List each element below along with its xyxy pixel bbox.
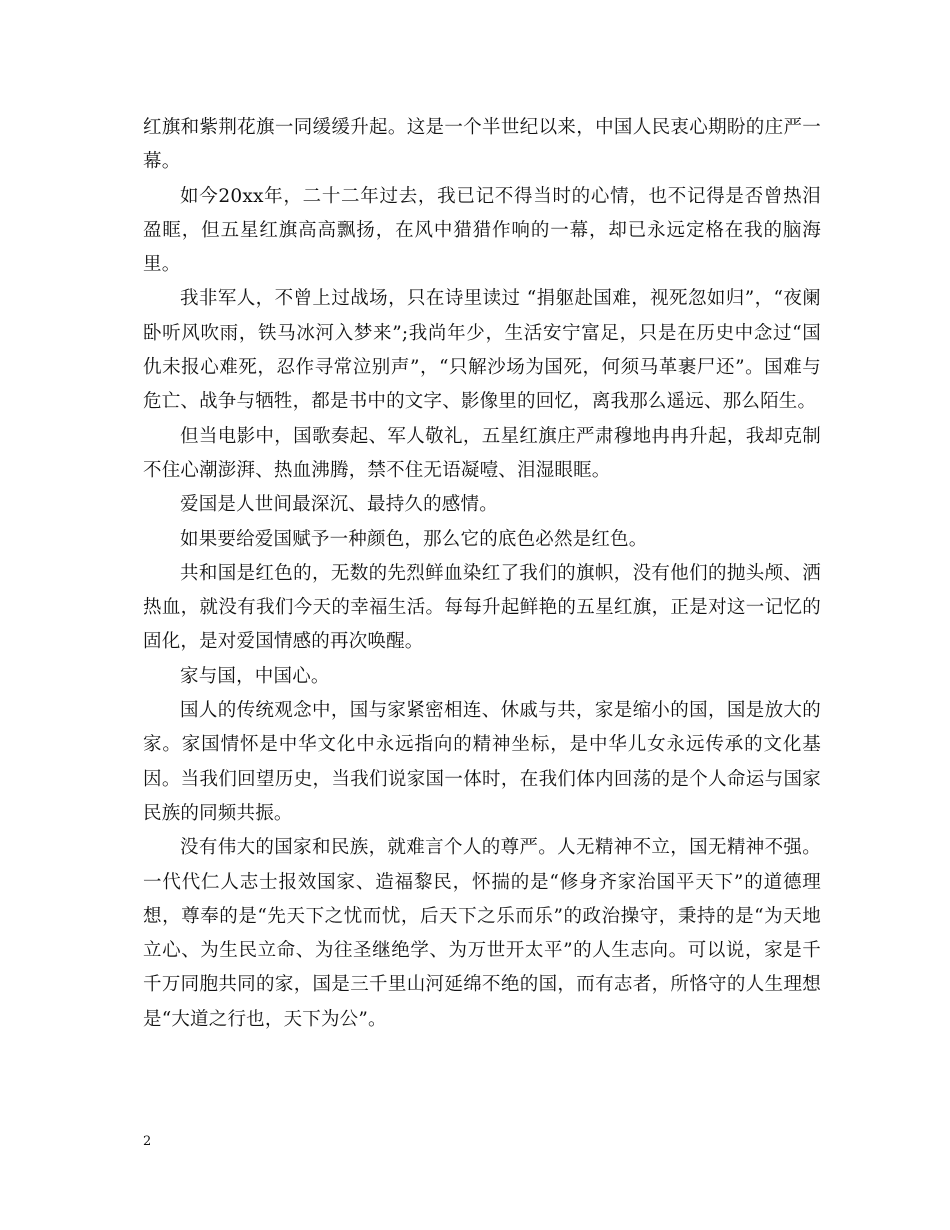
- page-number: 2: [143, 1134, 152, 1149]
- paragraph-10: 没有伟大的国家和民族，就难言个人的尊严。人无精神不立，国无精神不强。一代代仁人志士报效国家、造福黎民，怀揣的是“修身齐家治国平天下”的道德理想，尊奉的是“先天下之忧而忧，后天下之乐而乐”的政治操守，秉持的是“为天地立心、为生民立命、为往圣继绝学、为万世开太平”的人生志向。可以说，家是千千万同胞共同的家，国是三千里山河延绵不绝的国，而有志者，所恪守的人生理想是“大道之行也，天下为公”。: [143, 837, 821, 1030]
- paragraph-1: 红旗和紫荆花旗一同缓缓升起。这是一个半世纪以来，中国人民衷心期盼的庄严一幕。: [143, 117, 821, 173]
- paragraph-6: 如果要给爱国赋予一种颜色，那么它的底色必然是红色。: [180, 528, 648, 550]
- document-body: [143, 111, 821, 1037]
- paragraph-7: 共和国是红色的，无数的先烈鲜血染红了我们的旗帜，没有他们的抛头颅、洒热血，就没有我们今天的幸福生活。每每升起鲜艳的五星红旗，正是对这一记忆的固化，是对爱国情感的再次唤醒。: [143, 562, 821, 653]
- paragraph-3: 我非军人，不曾上过战场，只在诗里读过 “捐躯赴国难，视死忽如归”，“夜阑卧听风吹雨，铁马冰河入梦来”;我尚年少，生活安宁富足，只是在历史中念过“国仇未报心难死，忍作寻常泣别声”，“只解沙场为国死，何须马革裹尸还”。国难与危亡、战争与牺牲，都是书中的文字、影像里的回忆，离我那么遥远、那么陌生。: [143, 288, 821, 413]
- paragraph-9: 国人的传统观念中，国与家紧密相连、休戚与共，家是缩小的国，国是放大的家。家国情怀是中华文化中永远指向的精神坐标，是中华儿女永远传承的文化基因。当我们回望历史，当我们说家国一体时，在我们体内回荡的是个人命运与国家民族的同频共振。: [143, 700, 821, 824]
- paragraph-2: 如今20xx年，二十二年过去，我已记不得当时的心情，也不记得是否曾热泪盈眶，但五星红旗高高飘扬，在风中猎猎作响的一幕，却已永远定格在我的脑海里。: [143, 185, 821, 276]
- paragraph-4: 但当电影中，国歌奏起、军人敬礼，五星红旗庄严肃穆地冉冉升起，我却克制不住心潮澎湃、热血沸腾，禁不住无语凝噎、泪湿眼眶。: [143, 425, 821, 481]
- paragraph-5: 爱国是人世间最深沉、最持久的感情。: [180, 494, 498, 516]
- paragraph-8: 家与国，中国心。: [180, 665, 330, 687]
